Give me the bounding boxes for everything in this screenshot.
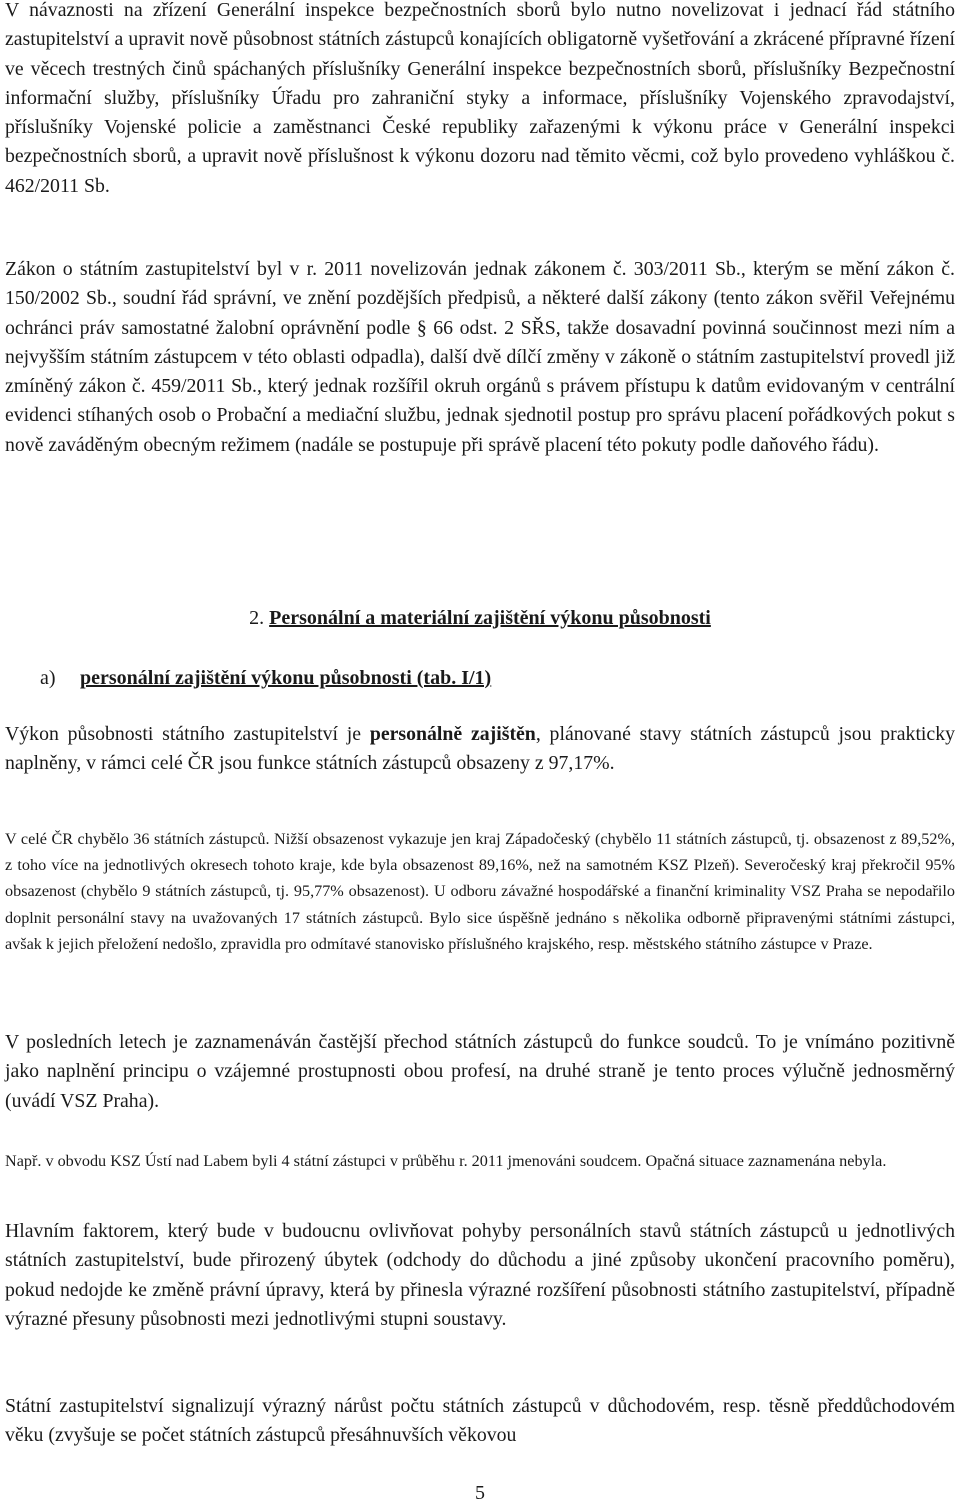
subsection-label: a) [40,667,56,689]
paragraph-staffing-after: , plánované stavy státních zástupců jsou prakticky naplněny, v rámci celé ČR jsou funkce státních zástupců obsazeny z 97,17%. [5,723,955,775]
subsection-title: personální zajištění výkonu působnosti (tab. I/1) [80,667,492,689]
section-number: 2. [249,607,265,629]
section-heading [5,604,955,633]
page-number: 5 [475,1482,485,1504]
paragraph-law-amendments: Zákon o státním zastupitelství byl v r. 2011 novelizován jednak zákonem č. 303/2011 Sb., kterým se mění zákon č. 150/2002 Sb., soudní řád správní, ve znění pozdějších předpisů, a některé další zákony (tento zákon svěřil Veřejnému ochránci práv samostatné žalobní oprávnění podle § 66 odst. 2 SŘS, takže dosavadní povinná součinnost mezi ním a nejvyšším státním zástupcem v této oblasti odpadla), další dvě dílčí změny v zákoně o státním zastupitelství provedl již zmíněný zákon č. 459/2011 Sb., který jednak rozšířil okruh orgánů s právem přístupu k datům evidovaným v centrální evidenci stíhaných osob o Probační a mediační službu, jednak sjednotil postup pro správu placení pořádkových pokut s nově zaváděným obecným režimem (nadále se postupuje při správě placení této pokuty podle daňového řádu). [5,258,955,456]
section-title: Personální a materiální zajištění výkonu působnosti [269,607,711,629]
paragraph-staffing [5,720,955,779]
paragraph-staffing-before: Výkon působnosti státního zastupitelství je [5,723,370,745]
paragraph-retirement: Státní zastupitelství signalizují výrazný nárůst počtu státních zástupců v důchodovém, resp. těsně předdůchodovém věku (zvyšuje se počet státních zástupců přesáhnuvších věkovou [5,1395,955,1447]
paragraph-gis-amendment: V návaznosti na zřízení Generální inspekce bezpečnostních sborů bylo nutno novelizovat i jednací řád státního zastupitelství a upravit nově působnost státních zástupců konajících obligatorně vyšetřování a zkrácené přípravné řízení ve věcech trestných činů spáchaných příslušníky Generální inspekce bezpečnostních sborů, příslušníky Bezpečnostní informační služby, příslušníky Úřadu pro zahraniční styky a informace, příslušníky Vojenského zpravodajství, příslušníky Vojenské policie a zaměstnanci České republiky zařazenými k výkonu práce v Generální inspekci bezpečnostních sborů, a upravit nově příslušnost k výkonu dozoru nad těmito věcmi, což bylo provedeno vyhláškou č. 462/2011 Sb. [5,0,955,197]
paragraph-regional-shortages: V celé ČR chybělo 36 státních zástupců. Nižší obsazenost vykazuje jen kraj Západočeský (chybělo 11 státních zástupců, tj. obsazenost z 89,52%, z toho více na jednotlivých okresech tohoto kraje, kde byla obsazenost 89,16%, než na samotném KSZ Plzeň). Severočeský kraj překročil 95% obsazenost (chybělo 9 státních zástupců, tj. 95,77% obsazenost). U odboru závažné hospodářské a finanční kriminality VSZ Praha se nepodařilo doplnit personální stavy na uvažovaných 17 státních zástupců. Bylo sice úspěšně jednáno s několika odborně připravenými státními zástupci, avšak k jejich přeložení nedošlo, zpravidla pro odmítavé stanovisko příslušného krajského, resp. městského státního zástupce v Praze. [5,830,955,953]
paragraph-staffing-bold: personálně zajištěn [369,723,536,745]
subsection-heading [5,664,955,693]
paragraph-usti-example: Např. v obvodu KSZ Ústí nad Labem byli 4 státní zástupci v průběhu r. 2011 jmenováni soudcem. Opačná situace zaznamenána nebyla. [5,1152,887,1170]
paragraph-transfer-to-judges: V posledních letech je zaznamenáván častější přechod státních zástupců do funkce soudců. To je vnímáno pozitivně jako naplnění principu o vzájemné prostupnosti obou profesí, na druhé straně je tento proces výlučně jednosměrný (uvádí VSZ Praha). [5,1031,955,1112]
paragraph-main-factor: Hlavním faktorem, který bude v budoucnu ovlivňovat pohyby personálních stavů státních zástupců u jednotlivých státních zastupitelství, bude přirozený úbytek (odchody do důchodu a jiné způsoby ukončení pracovního poměru), pokud nedojde ke změně právní úpravy, která by přinesla výrazné rozšíření působnosti státního zastupitelství, případně výrazné přesuny působnosti mezi jednotlivými stupni soustavy. [5,1220,955,1330]
